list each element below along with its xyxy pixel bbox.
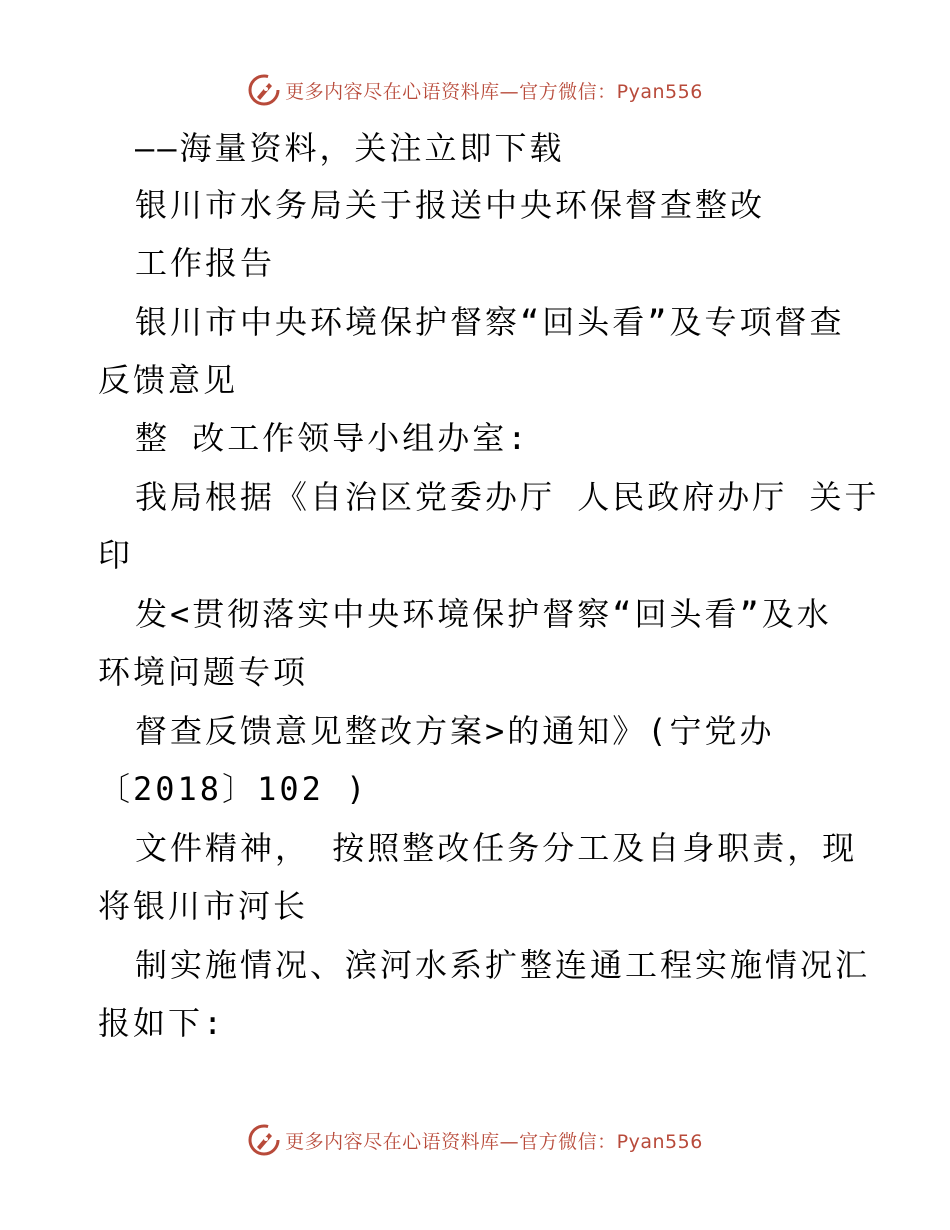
header-watermark-banner	[0, 70, 950, 110]
doc-line: 环境问题专项	[98, 653, 309, 691]
doc-line: 报如下:	[98, 1004, 226, 1042]
doc-line: 银川市中央环境保护督察“回头看”及专项督查	[135, 303, 845, 341]
footer-watermark-banner	[0, 1120, 950, 1160]
doc-line: ——海量资料，关注立即下载	[135, 129, 565, 167]
doc-line: 文件精神， 按照整改任务分工及自身职责，现	[135, 829, 858, 867]
pen-nib-logo-icon	[247, 1123, 281, 1157]
pen-nib-logo-icon	[247, 73, 281, 107]
doc-title-line: 工作报告	[135, 244, 276, 282]
doc-line: 督查反馈意见整改方案>的通知》(宁党办	[135, 712, 775, 750]
doc-line: 反馈意见	[98, 361, 239, 399]
doc-title-line: 银川市水务局关于报送中央环保督查整改	[135, 186, 766, 224]
doc-line: 整 改工作领导小组办室:	[135, 419, 530, 457]
doc-line: 印	[98, 536, 134, 574]
watermark-text: 更多内容尽在心语资料库—官方微信：Pyan556	[285, 1130, 703, 1153]
doc-line: 将银川市河长	[98, 887, 309, 925]
doc-line: 〔2018〕102 )	[98, 770, 369, 808]
doc-line: 制实施情况、滨河水系扩整连通工程实施情况汇	[135, 946, 871, 984]
watermark-text: 更多内容尽在心语资料库—官方微信：Pyan556	[285, 80, 703, 103]
doc-line: 我局根据《自治区党委办厅 人民政府办厅 关于	[135, 478, 880, 516]
doc-line: 发<贯彻落实中央环境保护督察“回头看”及水	[135, 595, 832, 633]
